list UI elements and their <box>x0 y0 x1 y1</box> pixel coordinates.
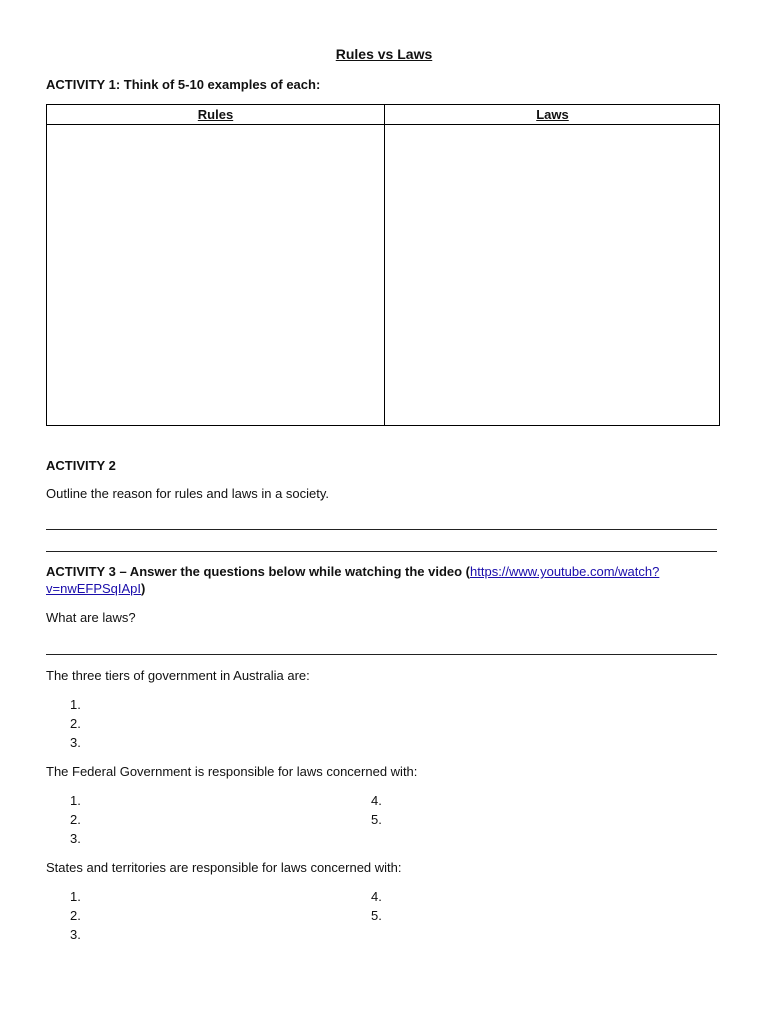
question-states: States and territories are responsible for laws concerned with: <box>46 860 402 875</box>
video-link-continued[interactable]: v=nwEFPSqIApI <box>46 581 142 596</box>
answer-line[interactable] <box>46 529 717 530</box>
list-number: 5. <box>371 908 382 923</box>
video-link[interactable]: https://www.youtube.com/watch? <box>470 564 660 579</box>
column-header-rules: Rules <box>197 107 234 122</box>
question-what-are-laws: What are laws? <box>46 610 136 625</box>
list-number: 1. <box>70 697 81 712</box>
list-number: 3. <box>70 831 81 846</box>
rules-laws-table <box>46 104 720 426</box>
activity3-heading <box>46 564 659 579</box>
list-number: 2. <box>70 908 81 923</box>
list-number: 3. <box>70 735 81 750</box>
answer-line[interactable] <box>46 551 717 552</box>
rules-answer-cell[interactable] <box>47 125 383 425</box>
activity2-heading: ACTIVITY 2 <box>46 458 116 473</box>
question-three-tiers: The three tiers of government in Australia are: <box>46 668 310 683</box>
laws-answer-cell[interactable] <box>385 125 719 425</box>
column-header-laws: Laws <box>536 107 569 122</box>
activity3-link-continued <box>46 581 145 596</box>
list-number: 2. <box>70 716 81 731</box>
list-number: 5. <box>371 812 382 827</box>
list-number: 1. <box>70 793 81 808</box>
list-number: 4. <box>371 793 382 808</box>
list-number: 3. <box>70 927 81 942</box>
list-number: 2. <box>70 812 81 827</box>
activity1-heading: ACTIVITY 1: Think of 5-10 examples of each: <box>46 77 321 92</box>
activity2-prompt: Outline the reason for rules and laws in a society. <box>46 486 330 501</box>
list-number: 4. <box>371 889 382 904</box>
activity3-heading-text: ACTIVITY 3 – Answer the questions below while watching the video ( <box>46 564 471 579</box>
list-number: 1. <box>70 889 81 904</box>
page-title: Rules vs Laws <box>335 46 433 62</box>
answer-line[interactable] <box>46 654 717 655</box>
close-paren: ) <box>141 581 146 596</box>
question-federal: The Federal Government is responsible for laws concerned with: <box>46 764 418 779</box>
